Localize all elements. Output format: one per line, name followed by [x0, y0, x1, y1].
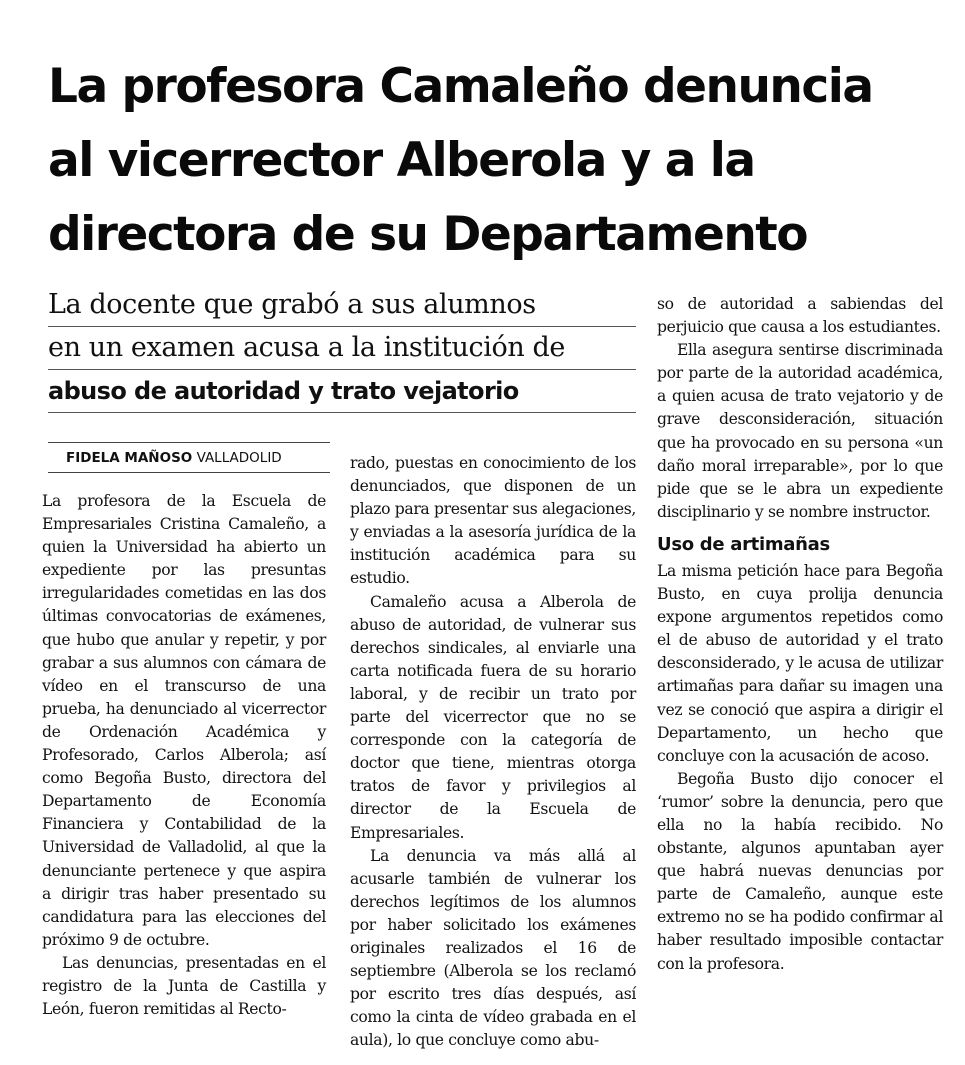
article-column-1: [42, 490, 326, 1021]
byline: [48, 442, 330, 473]
paragraph-4-start: La denuncia va más allá al acusarle también de vulnerar los derechos legítimos de los alumnos por haber solicitado los exámenes originales realizados el 16 de septiembre (Alberola se los reclamó por escrito tres días después, así como la cinta de vídeo grabada en el aula), lo que concluye como abu-: [350, 846, 636, 1050]
article-column-2: [350, 452, 636, 1052]
byline-author: FIDELA MAÑOSO: [66, 450, 193, 466]
paragraph-3: Camaleño acusa a Alberola de abuso de autoridad, de vulnerar sus derechos sindicales, al enviarle una carta notificada fuera de su horario laboral, y de recibir un trato por parte del vicerrector que no se corresponde con la categoría de doctor que tiene, mientras otorga tratos de favor y privilegios al director de la Escuela de Empresariales.: [350, 592, 636, 842]
subheadline: [48, 284, 636, 413]
paragraph-7: Begoña Busto dijo conocer el ‘rumor’ sobre la denuncia, pero que ella no la había recibido. No obstante, algunos apuntaban ayer que habrá nuevas denuncias por parte de Camaleño, aunque este extremo no se ha podido confirmar al haber resultado imposible contactar con la profesora.: [657, 769, 943, 973]
section-subhead: Uso de artimañas: [657, 533, 830, 555]
paragraph-2-end: rado, puestas en conocimiento de los denunciados, que disponen de un plazo para presentar sus alegaciones, y enviadas a la asesoría jurídica de la institución académica para su estudio.: [350, 454, 636, 588]
subheadline-line-3: abuso de autoridad y trato vejatorio: [48, 370, 636, 413]
headline-line-1: La profesora Camaleño denuncia: [48, 59, 873, 114]
paragraph-1: La profesora de la Escuela de Empresariales Cristina Camaleño, a quien la Universidad ha abierto un expediente por las presuntas irregularidades cometidas en las dos últimas convocatorias de exámenes, que hubo que anular y repetir, y por grabar a sus alumnos con cámara de vídeo en el transcurso de una prueba, ha denunciado al vicerrector de Ordenación Académica y Profesorado, Carlos Alberola; así como Begoña Busto, directora del Departamento de Economía Financiera y Contabilidad de la Universidad de Valladolid, al que la denunciante pertenece y que aspira a dirigir tras haber presentado su candidatura para las elecciones del próximo 9 de octubre.: [42, 492, 326, 949]
subheadline-line-1: La docente que grabó a sus alumnos: [48, 284, 636, 327]
byline-location: VALLADOLID: [196, 450, 282, 466]
headline-line-2: al vicerrector Alberola y a la: [48, 133, 755, 188]
paragraph-2-start: Las denuncias, presentadas en el registro de la Junta de Castilla y León, fueron remitidas al Recto-: [42, 953, 326, 1019]
paragraph-4-end: so de autoridad a sabiendas del perjuicio que causa a los estudiantes.: [657, 295, 943, 337]
paragraph-6: La misma petición hace para Begoña Busto, en cuya prolija denuncia expone argumentos repetidos como el de abuso de autoridad y el trato desconsiderado, y le acusa de utilizar artimañas para dañar su imagen una vez se conoció que aspira a dirigir el Departamento, un hecho que concluye con la acusación de acoso.: [657, 561, 943, 765]
paragraph-5: Ella asegura sentirse discriminada por parte de la autoridad académica, a quien acusa de trato vejatorio y de grave desconsideración, situación que ha provocado en su persona «un daño moral irreparable», por lo que pide que se le abra un expediente disciplinario y se nombre instructor.: [657, 341, 943, 521]
article-column-3: [657, 293, 943, 976]
headline-line-3: directora de su Departamento: [48, 207, 808, 262]
subheadline-line-2: en un examen acusa a la institución de: [48, 327, 636, 370]
headline: [48, 50, 948, 272]
